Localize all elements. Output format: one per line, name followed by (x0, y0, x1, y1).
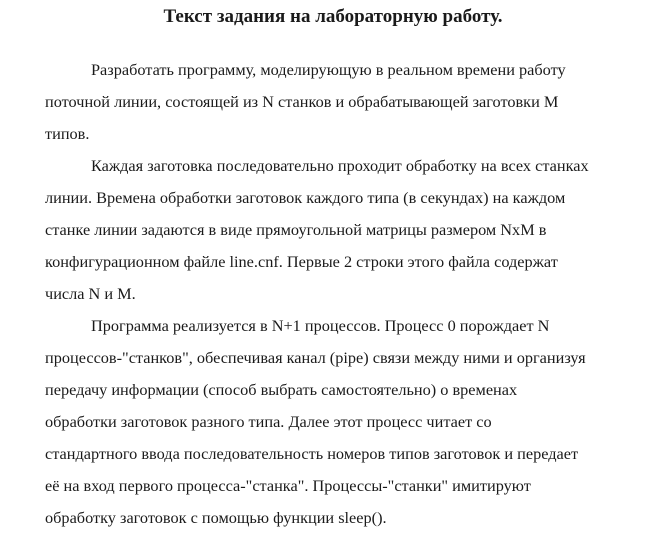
paragraph-2-line-3: станке линии задаются в виде прямоугольной матрицы размером NxM в (45, 220, 547, 239)
document-title: Текст задания на лабораторную работу. (163, 6, 503, 27)
paragraph-3-line-4: обработки заготовок разного типа. Далее этот процесс читает со (45, 412, 492, 431)
paragraph-1-line-1: Разработать программу, моделирующую в реальном времени работу (91, 60, 566, 79)
paragraph-3-line-3: передачу информации (способ выбрать самостоятельно) о временах (45, 380, 518, 399)
paragraph-3-line-5: стандартного ввода последовательность номеров типов заготовок и передает (45, 444, 579, 463)
paragraph-3-line-2: процессов-"станков", обеспечивая канал (pipe) связи между ними и организуя (45, 348, 586, 367)
paragraph-3-line-7: обработку заготовок с помощью функции sleep(). (45, 508, 387, 527)
paragraph-2-line-1: Каждая заготовка последовательно проходит обработку на всех станках (91, 156, 589, 175)
paragraph-1-line-3: типов. (45, 124, 90, 143)
paragraph-2-line-4: конфигурационном файле line.cnf. Первые 2 строки этого файла содержат (45, 252, 558, 271)
paragraph-3-line-1: Программа реализуется в N+1 процессов. Процесс 0 порождает N (91, 316, 550, 335)
paragraph-2-line-2: линии. Времена обработки заготовок каждого типа (в секундах) на каждом (45, 188, 566, 207)
paragraph-2-line-5: числа N и M. (45, 284, 136, 303)
paragraph-3-line-6: её на вход первого процесса-"станка". Процессы-"станки" имитируют (45, 476, 531, 495)
paragraph-1-line-2: поточной линии, состоящей из N станков и обрабатывающей заготовки M (45, 92, 559, 111)
